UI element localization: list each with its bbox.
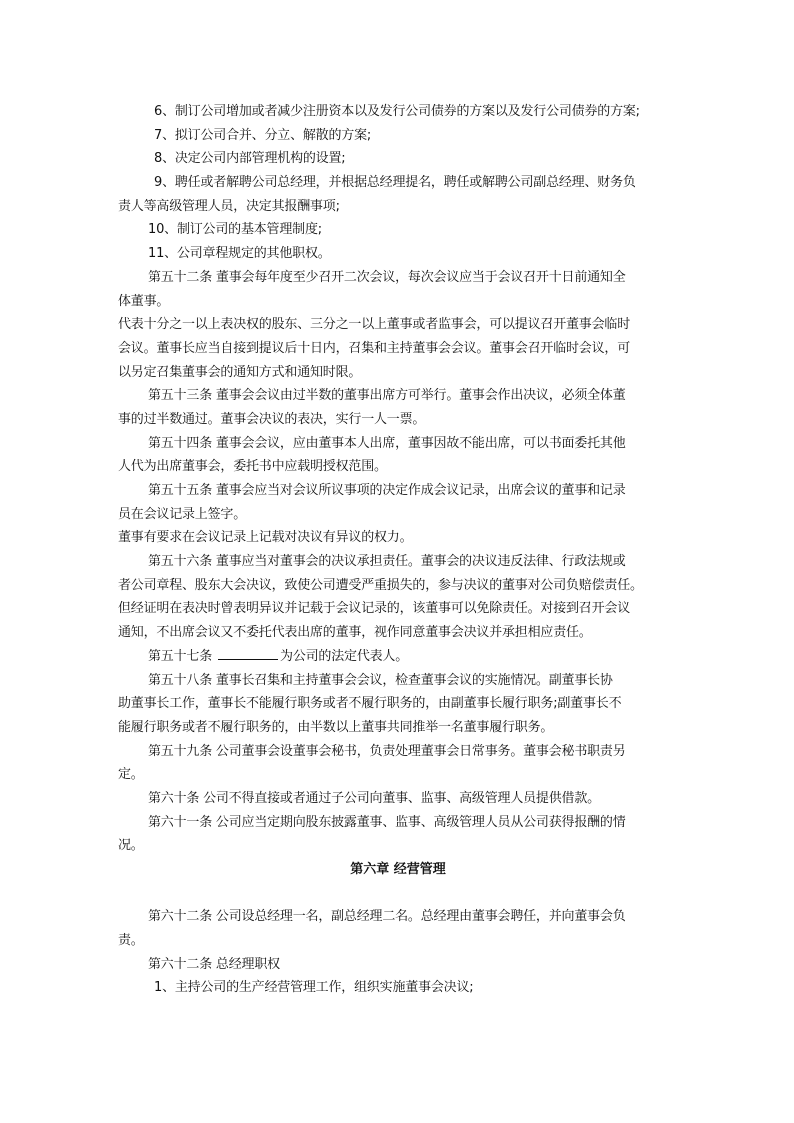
text-line: 6、制订公司增加或者减少注册资本以及发行公司债券的方案以及发行公司债券的方案; [154,104,640,119]
text-line: 通知，不出席会议又不委托代表出席的董事，视作同意董事会决议并承担相应责任。 [118,625,592,641]
article-60-line: 第六十条 公司不得直接或者通过子公司向董事、监事、高级管理人员提供借款。 [148,790,600,806]
article-61-line: 第六十一条 公司应当定期向股东披露董事、监事、高级管理人员从公司获得报酬的情 [148,814,626,830]
text-line: 人代为出席董事会，委托书中应载明授权范围。 [118,459,387,475]
text-line: 代表十分之一以上表决权的股东、三分之一以上董事或者监事会，可以提议召开董事会临时 [118,317,631,333]
text-line: 9、聘任或者解聘公司总经理，并根据总经理提名，聘任或解聘公司副总经理、财务负 [154,175,636,191]
article-55-line: 第五十五条 董事会应当对会议所议事项的决定作成会议记录，出席会议的董事和记录 [148,483,626,498]
document-body [118,100,678,1000]
article-54-line: 第五十四条 董事会会议，应由董事本人出席，董事因故不能出席，可以书面委托其他 [148,435,626,451]
article-59-line: 第五十九条 公司董事会设董事会秘书，负责处理董事会日常事务。董事会秘书职责另 [148,743,626,759]
text-line: 会议。董事长应当自接到提议后十日内，召集和主持董事会会议。董事会召开临时会议，可 [118,340,631,356]
text-line: 10、制订公司的基本管理制度; [148,222,322,238]
text-line: 定。 [118,767,144,783]
article-57-line [118,645,678,669]
text-line: 董事有要求在会议记录上记载对决议有异议的权力。 [118,530,413,546]
text-line: 者公司章程、股东大会决议，致使公司遭受严重损失的，参与决议的董事对公司负赔偿责任。 [118,577,643,593]
text-line: 体董事。 [118,293,170,309]
article-62b-line: 第六十二条 总经理职权 [148,956,280,972]
text-line: 但经证明在表决时曾表明异议并记载于会议记录的，该董事可以免除责任。对接到召开会议 [118,601,631,617]
text-line: 7、拟订公司合并、分立、解散的方案; [154,127,372,143]
text-line: 员在会议记录上签字。 [118,506,247,522]
text-line: 1、主持公司的生产经营管理工作，组织实施董事会决议; [154,980,474,996]
text-line: 11、公司章程规定的其他职权。 [148,246,331,262]
article-58-line: 第五十八条 董事长召集和主持董事会会议，检查董事会议的实施情况。副董事长协 [148,672,613,688]
article-52-line: 第五十二条 董事会每年度至少召开二次会议，每次会议应当于会议召开十日前通知全 [148,269,626,285]
article-56-line: 第五十六条 董事应当对董事会的决议承担责任。董事会的决议违反法律、行政法规或 [148,554,626,570]
text-line: 能履行职务或者不履行职务的，由半数以上董事共同推举一名董事履行职务。 [118,719,554,735]
article-57-text: 为公司的法定代表人。 [280,648,409,664]
text-line: 况。 [118,838,144,854]
blank-underline [218,647,278,660]
text-line: 助董事长工作，董事长不能履行职务或者不履行职务的，由副董事长履行职务;副董事长不 [118,696,622,712]
text-line: 8、决定公司内部管理机构的设置; [154,151,346,167]
text-line: 以另定召集董事会的通知方式和通知时限。 [118,364,362,380]
article-57-label: 第五十七条 [148,648,213,664]
text-line: 责。 [118,933,144,949]
spacer [118,882,678,906]
article-53-line: 第五十三条 董事会会议由过半数的董事出席方可举行。董事会作出决议，必须全体董 [148,388,626,404]
text-line: 责人等高级管理人员，决定其报酬事项; [118,198,340,214]
chapter-heading: 第六章 经营管理 [350,862,446,877]
text-line: 事的过半数通过。董事会决议的表决，实行一人一票。 [118,411,426,427]
article-62-line: 第六十二条 公司设总经理一名，副总经理二名。总经理由董事会聘任，并向董事会负 [148,909,626,925]
